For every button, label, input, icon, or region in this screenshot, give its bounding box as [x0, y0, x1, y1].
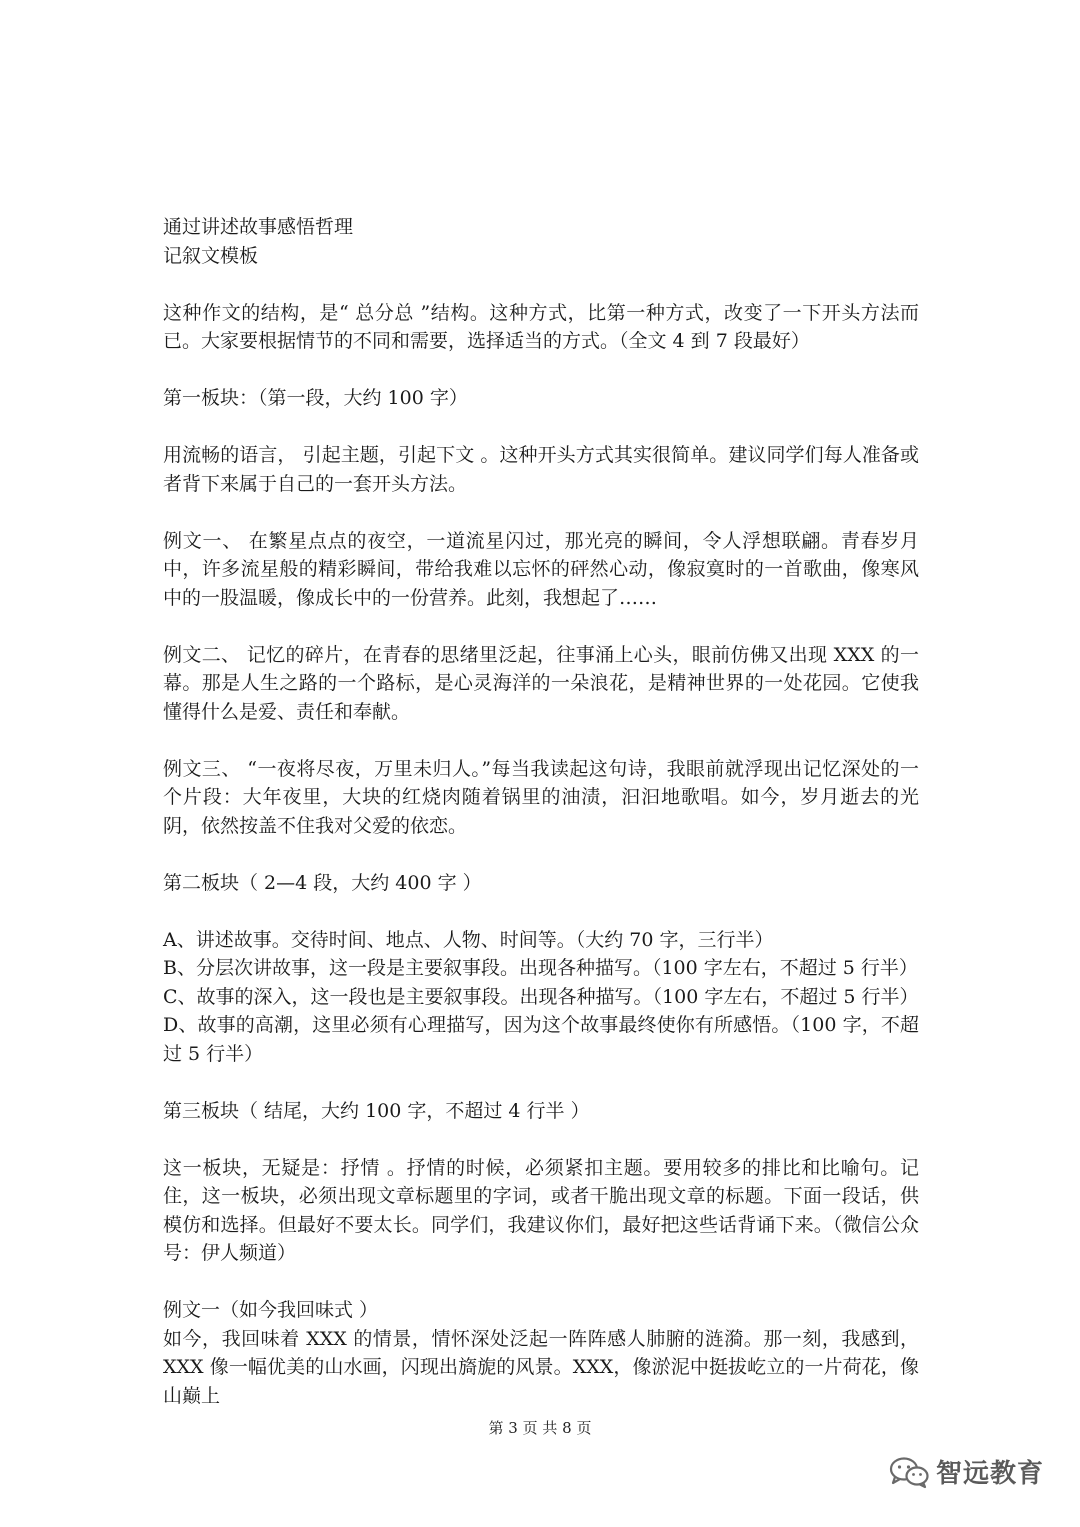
- section2-item-d: D、故事的高潮，这里必须有心理描写，因为这个故事最终使你有所感悟。（100 字，不超过 5 行半）: [163, 1014, 919, 1065]
- section3-heading: 第三板块（ 结尾，大约 100 字，不超过 4 行半 ）: [163, 1099, 590, 1122]
- watermark: [888, 1453, 1044, 1490]
- title-line-2: 记叙文模板: [163, 244, 259, 267]
- section1-paragraph: 用流畅的语言， 引起主题，引起下文 。这种开头方式其实很简单。建议同学们每人准备或者背下来属于自己的一套开头方法。: [163, 444, 919, 495]
- title-line-1: 通过讲述故事感悟哲理: [163, 216, 354, 238]
- section1-heading: 第一板块：（第一段，大约 100 字）: [163, 387, 468, 409]
- section2-item-b: B、分层次讲故事，这一段是主要叙事段。出现各种描写。（100 字左右，不超过 5 行半）: [163, 957, 918, 979]
- example-3-paragraph: 例文三、 “一夜将尽夜，万里未归人。”每当我读起这句诗，我眼前就浮现出记忆深处的一个片段：大年夜里，大块的红烧肉随着锅里的油渍，汩汩地歌唱。如今，岁月逝去的光阴，依然按盖不住我对父爱的依恋。: [163, 757, 919, 837]
- section2-item-c: C、故事的深入，这一段也是主要叙事段。出现各种描写。（100 字左右，不超过 5 行半）: [163, 985, 919, 1008]
- example-2-paragraph: 例文二、 记忆的碎片，在青春的思绪里泛起，往事涌上心头，眼前仿佛又出现 XXX 的一幕。那是人生之路的一个路标，是心灵海洋的一朵浪花，是精神世界的一处花园。它使我懂得什么是爱、责任和奉献。: [163, 643, 919, 723]
- section3-paragraph: 这一板块，无疑是：抒情 。抒情的时候，必须紧扣主题。要用较多的排比和比喻句。记住，这一板块，必须出现文章标题里的字词，或者干脆出现文章的标题。下面一段话，供模仿和选择。但最好不要太长。同学们，我建议你们，最好把这些话背诵下来。（微信公众号：伊人频道）: [163, 1156, 919, 1264]
- page-footer: 第 3 页 共 8 页: [488, 1419, 592, 1437]
- section2-item-a: A、讲述故事。交待时间、地点、人物、时间等。（大约 70 字，三行半）: [163, 928, 774, 951]
- document-body: [163, 213, 919, 1410]
- section2-heading: 第二板块（ 2—4 段，大约 400 字 ）: [163, 871, 482, 894]
- section3-example-paragraph: 如今，我回味着 XXX 的情景，情怀深处泛起一阵阵感人肺腑的涟漪。那一刻，我感到，XXX 像一幅优美的山水画，闪现出旖旎的风景。XXX，像淤泥中挺拔屹立的一片荷花，像山巅上: [163, 1327, 919, 1407]
- example-1-paragraph: 例文一、 在繁星点点的夜空，一道流星闪过，那光亮的瞬间，令人浮想联翩。青春岁月中，许多流星般的精彩瞬间，带给我难以忘怀的砰然心动，像寂寞时的一首歌曲，像寒风中的一股温暖，像成长中的一份营养。此刻，我想起了……: [163, 529, 919, 609]
- watermark-text: 智远教育: [935, 1459, 1044, 1489]
- intro-paragraph: 这种作文的结构，是“ 总分总 ”结构。这种方式，比第一种方式，改变了一下开头方法而已。大家要根据情节的不同和需要，选择适当的方式。（全文 4 到 7 段最好）: [163, 301, 919, 352]
- section3-example-heading: 例文一（如今我回味式 ）: [163, 1299, 379, 1321]
- wechat-icon: [888, 1455, 930, 1489]
